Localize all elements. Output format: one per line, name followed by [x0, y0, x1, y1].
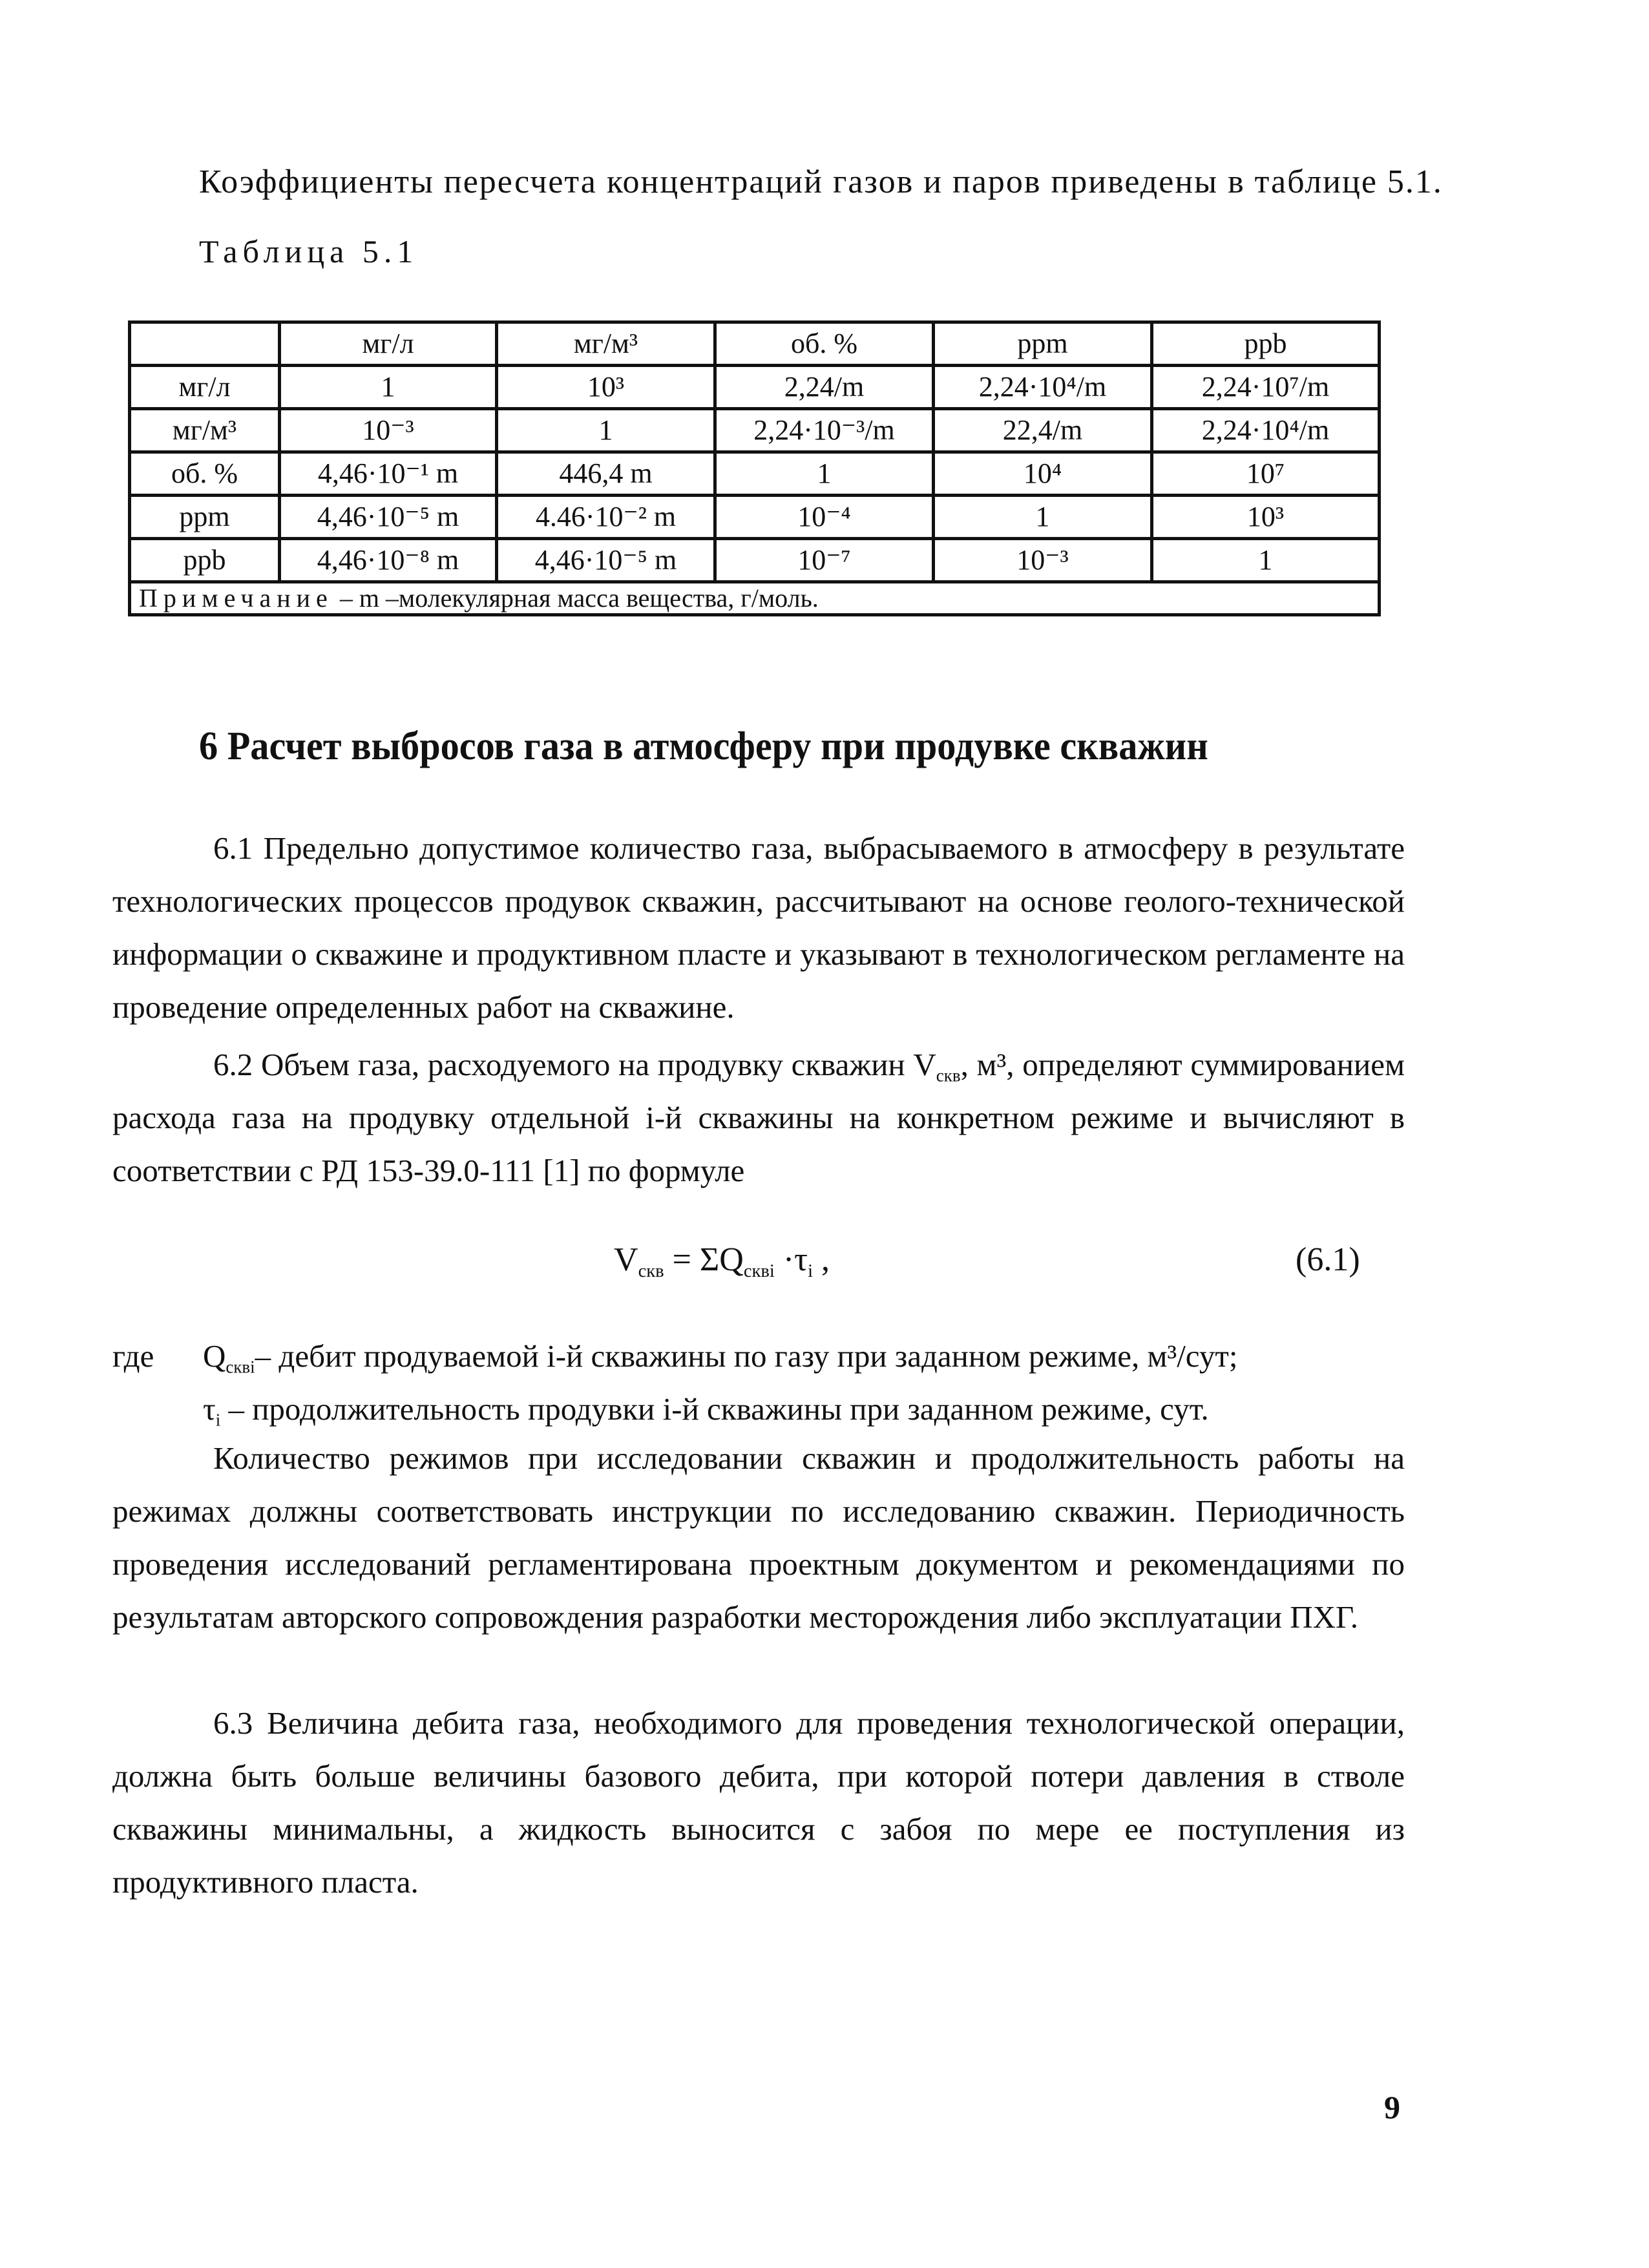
table-cell: 10³ — [497, 366, 715, 409]
formula-rhs: = ΣQ — [664, 1241, 744, 1278]
note-text: – m –молекулярная масса вещества, г/моль. — [333, 583, 819, 613]
where-tau-definition — [112, 1383, 1405, 1436]
paragraph-6-2 — [112, 1038, 1405, 1197]
formula-lhs-sub: скв — [638, 1261, 664, 1281]
table-cell: 4.46·10⁻² m — [497, 496, 715, 539]
table-cell: 10⁴ — [934, 452, 1152, 496]
table-cell: 446,4 m — [497, 452, 715, 496]
table-cell: 1 — [715, 452, 934, 496]
tau-definition-text: – продолжительность продувки i-й скважины при заданном режиме, сут. — [220, 1391, 1209, 1427]
formula-rhs-sub: сквi — [743, 1261, 775, 1281]
tau-symbol: τ — [203, 1391, 216, 1427]
page-number: 9 — [1384, 2089, 1400, 2125]
section-heading: 6 Расчет выбросов газа в атмосферу при продувке скважин — [199, 724, 1208, 768]
table-header-cell: ppb — [1152, 322, 1380, 366]
formula-6-1 — [614, 1241, 830, 1279]
volume-subscript: скв — [936, 1066, 961, 1086]
table-cell: 2,24·10⁴/m — [1152, 409, 1380, 452]
table-cell: 10⁻³ — [934, 539, 1152, 582]
table-row — [130, 409, 1380, 452]
table-cell: 1 — [497, 409, 715, 452]
formula-number: (6.1) — [1296, 1241, 1360, 1278]
where-word: где — [112, 1338, 154, 1374]
q-symbol: Q — [203, 1338, 226, 1374]
table-note-row — [130, 582, 1380, 615]
tau-subscript: i — [215, 1410, 221, 1430]
table-row — [130, 366, 1380, 409]
table-cell: 4,46·10⁻¹ m — [280, 452, 497, 496]
para-6-2-rest: , м³, определяют суммированием расхода газа на продувку отдельной i-й скважины на конкретном режиме и вычисляют в соответствии с РД 153-39.0-111 [1] по формуле — [112, 1047, 1405, 1188]
table-cell: 10³ — [1152, 496, 1380, 539]
row-label: мг/м³ — [130, 409, 280, 452]
paragraph-regimes: Количество режимов при исследовании скважин и продолжительность работы на режимах должны соответствовать инструкции по исследованию скважин. Периодичность проведения исследований регламентирована проектным документом и рекомендациями по результатам авторского сопровождения разработки месторождения либо эксплуатации ПХГ. — [112, 1440, 1405, 1635]
table-cell: 10⁷ — [1152, 452, 1380, 496]
table-note — [130, 582, 1380, 615]
table-header-cell: об. % — [715, 322, 934, 366]
q-definition-text: – дебит продуваемой i-й скважины по газу при заданном режиме, м³/сут; — [255, 1338, 1238, 1374]
formula-tau-sub: i — [808, 1261, 814, 1281]
row-label: мг/л — [130, 366, 280, 409]
paragraph-6-3: 6.3 Величина дебита газа, необходимого для проведения технологической операции, должна быть больше величины базового дебита, при которой потери давления в стволе скважины минимальны, а жидкость выносится с забоя по мере ее поступления из продуктивного пласта. — [112, 1705, 1405, 1900]
table-row — [130, 452, 1380, 496]
table-cell: 4,46·10⁻⁸ m — [280, 539, 497, 582]
table-row — [130, 539, 1380, 582]
table-cell: 10⁻³ — [280, 409, 497, 452]
formula-tail: , — [813, 1241, 830, 1278]
table-cell: 2,24·10⁷/m — [1152, 366, 1380, 409]
note-label: Примечание — [139, 583, 333, 613]
table-cell: 2,24·10⁻³/m — [715, 409, 934, 452]
table-cell: 1 — [280, 366, 497, 409]
table-cell: 4,46·10⁻⁵ m — [280, 496, 497, 539]
row-label: ppb — [130, 539, 280, 582]
table-header-cell: ppm — [934, 322, 1152, 366]
row-label: ppm — [130, 496, 280, 539]
table-cell: 1 — [1152, 539, 1380, 582]
formula-tau: ·τ — [774, 1241, 808, 1278]
table-header-row — [130, 322, 1380, 366]
table-cell: 10⁻⁷ — [715, 539, 934, 582]
formula-lhs: V — [614, 1241, 638, 1278]
paragraph-6-1: 6.1 Предельно допустимое количество газа, выбрасываемого в атмосферу в результате технологических процессов продувок скважин, рассчитывают на основе геолого-технической информации о скважине и продуктивном пласте и указывают в технологическом регламенте на проведение определенных работ на скважине. — [112, 830, 1405, 1025]
table-cell: 10⁻⁴ — [715, 496, 934, 539]
table-header-cell: мг/л — [280, 322, 497, 366]
conversion-table — [128, 320, 1381, 616]
where-q-definition — [112, 1330, 1405, 1383]
table-cell: 2,24·10⁴/m — [934, 366, 1152, 409]
table-row — [130, 496, 1380, 539]
q-subscript: сквi — [226, 1357, 255, 1377]
table-caption: Таблица 5.1 — [199, 233, 419, 269]
table-cell: 1 — [934, 496, 1152, 539]
table-cell: 4,46·10⁻⁵ m — [497, 539, 715, 582]
table-header-cell: мг/м³ — [497, 322, 715, 366]
para-6-2-start: 6.2 Объем газа, расходуемого на продувку скважин V — [213, 1047, 936, 1082]
table-header-cell — [130, 322, 280, 366]
intro-text: Коэффициенты пересчета концентраций газов и паров приведены в таблице 5.1. — [199, 163, 1443, 200]
table-cell: 22,4/m — [934, 409, 1152, 452]
table-cell: 2,24/m — [715, 366, 934, 409]
row-label: об. % — [130, 452, 280, 496]
